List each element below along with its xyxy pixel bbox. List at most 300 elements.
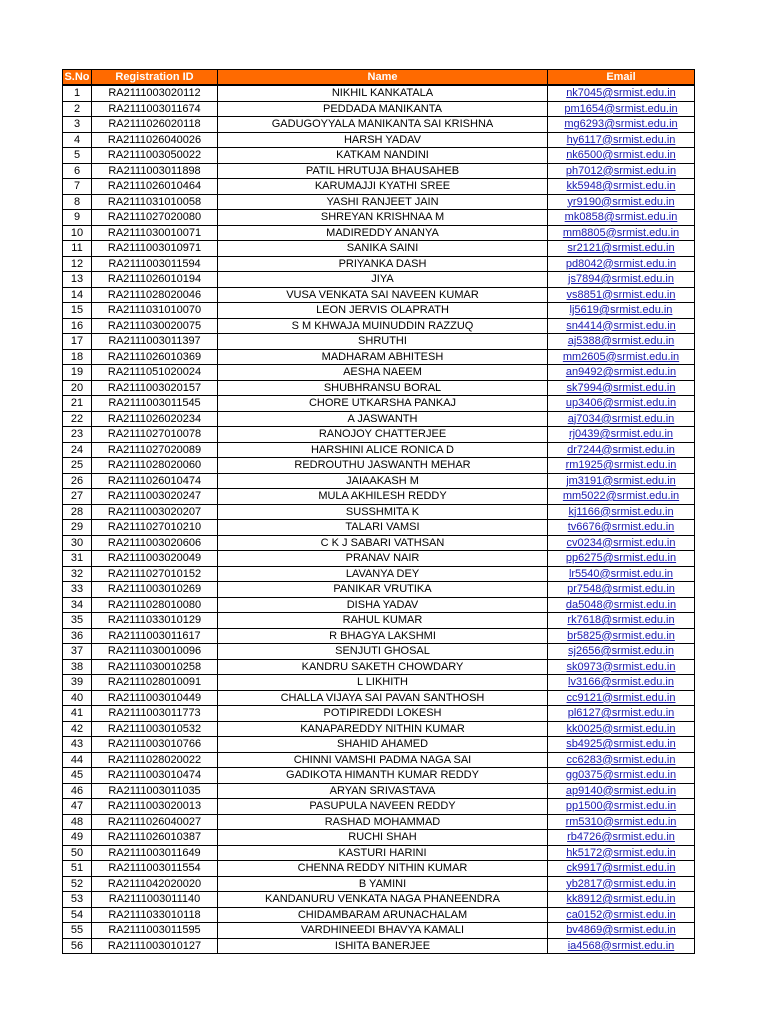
email-link[interactable]: ca0152@srmist.edu.in: [566, 908, 676, 921]
cell-name: L LIKHITH: [218, 675, 548, 691]
cell-sno: 51: [63, 861, 92, 877]
cell-email: [548, 318, 695, 334]
cell-registration-id: RA2111026010387: [92, 830, 218, 846]
header-email: Email: [548, 70, 695, 86]
cell-sno: 34: [63, 597, 92, 613]
email-link[interactable]: aj5388@srmist.edu.in: [567, 335, 675, 347]
table-row: [63, 179, 695, 195]
cell-sno: 10: [63, 225, 92, 241]
cell-email: [548, 690, 695, 706]
table-row: [63, 411, 695, 427]
cell-name: PEDDADA MANIKANTA: [218, 101, 548, 117]
email-link[interactable]: pr7548@srmist.edu.in: [567, 583, 675, 595]
cell-name: HARSH YADAV: [218, 132, 548, 148]
email-link[interactable]: mg6293@srmist.edu.in: [564, 118, 678, 130]
table-row: [63, 721, 695, 737]
cell-sno: 20: [63, 380, 92, 396]
table-row: [63, 256, 695, 272]
cell-registration-id: RA2111030020075: [92, 318, 218, 334]
cell-sno: 18: [63, 349, 92, 365]
cell-registration-id: RA2111033010129: [92, 613, 218, 629]
cell-registration-id: RA2111026010194: [92, 272, 218, 288]
email-link[interactable]: bv4869@srmist.edu.in: [566, 924, 676, 936]
cell-registration-id: RA2111003011545: [92, 396, 218, 412]
cell-sno: 29: [63, 520, 92, 536]
table-row: [63, 318, 695, 334]
cell-email: [548, 938, 695, 954]
cell-registration-id: RA2111027010078: [92, 427, 218, 443]
cell-email: [548, 504, 695, 520]
table-row: [63, 845, 695, 861]
cell-email: [548, 458, 695, 474]
cell-registration-id: RA2111030010071: [92, 225, 218, 241]
cell-registration-id: RA2111026020118: [92, 117, 218, 133]
cell-registration-id: RA2111026040026: [92, 132, 218, 148]
email-link[interactable]: nk7045@srmist.edu.in: [566, 87, 676, 99]
cell-email: [548, 132, 695, 148]
cell-name: R BHAGYA LAKSHMI: [218, 628, 548, 644]
cell-name: GADUGOYYALA MANIKANTA SAI KRISHNA: [218, 117, 548, 133]
cell-sno: 46: [63, 783, 92, 799]
table-row: [63, 628, 695, 644]
table-row: [63, 473, 695, 489]
cell-name: RAHUL KUMAR: [218, 613, 548, 629]
cell-name: PATIL HRUTUJA BHAUSAHEB: [218, 163, 548, 179]
table-row: [63, 799, 695, 815]
email-link[interactable]: pp1500@srmist.edu.in: [565, 800, 677, 812]
cell-sno: 50: [63, 845, 92, 861]
cell-email: [548, 365, 695, 381]
cell-registration-id: RA2111003011397: [92, 334, 218, 350]
cell-name: SHAHID AHAMED: [218, 737, 548, 753]
cell-registration-id: RA2111030010258: [92, 659, 218, 675]
cell-email: [548, 814, 695, 830]
table-row: [63, 241, 695, 257]
cell-name: CHINNI VAMSHI PADMA NAGA SAI: [218, 752, 548, 768]
table-row: [63, 644, 695, 660]
cell-email: [548, 489, 695, 505]
cell-name: SHREYAN KRISHNAA M: [218, 210, 548, 226]
email-link[interactable]: rm5310@srmist.edu.in: [565, 815, 677, 828]
cell-registration-id: RA2111003020112: [92, 85, 218, 101]
cell-email: [548, 194, 695, 210]
cell-email: [548, 272, 695, 288]
table-row: [63, 458, 695, 474]
cell-sno: 11: [63, 241, 92, 257]
cell-registration-id: RA2111003011140: [92, 892, 218, 908]
cell-email: [548, 613, 695, 629]
cell-sno: 37: [63, 644, 92, 660]
cell-registration-id: RA2111003050022: [92, 148, 218, 164]
cell-name: A JASWANTH: [218, 411, 548, 427]
cell-sno: 39: [63, 675, 92, 691]
cell-email: [548, 566, 695, 582]
email-link[interactable]: vs8851@srmist.edu.in: [566, 288, 676, 301]
cell-email: [548, 768, 695, 784]
table-row: [63, 85, 695, 101]
cell-registration-id: RA2111026010369: [92, 349, 218, 365]
cell-name: VUSA VENKATA SAI NAVEEN KUMAR: [218, 287, 548, 303]
cell-name: B YAMINI: [218, 876, 548, 892]
cell-email: [548, 752, 695, 768]
email-link[interactable]: pm1654@srmist.edu.in: [564, 102, 678, 115]
cell-name: SHUBHRANSU BORAL: [218, 380, 548, 396]
cell-email: [548, 427, 695, 443]
email-link[interactable]: sr2121@srmist.edu.in: [567, 242, 675, 254]
cell-registration-id: RA2111003020013: [92, 799, 218, 815]
email-link[interactable]: an9492@srmist.edu.in: [565, 366, 677, 378]
cell-sno: 21: [63, 396, 92, 412]
cell-email: [548, 163, 695, 179]
table-row: [63, 520, 695, 536]
table-row: [63, 892, 695, 908]
table-row: [63, 783, 695, 799]
cell-email: [548, 101, 695, 117]
cell-name: KATKAM NANDINI: [218, 148, 548, 164]
email-link[interactable]: rk7618@srmist.edu.in: [567, 614, 675, 626]
cell-name: GADIKOTA HIMANTH KUMAR REDDY: [218, 768, 548, 784]
table-row: [63, 210, 695, 226]
table-row: [63, 287, 695, 303]
cell-email: [548, 582, 695, 598]
table-row: [63, 535, 695, 551]
table-row: [63, 427, 695, 443]
cell-email: [548, 535, 695, 551]
cell-email: [548, 473, 695, 489]
cell-sno: 36: [63, 628, 92, 644]
cell-name: TALARI VAMSI: [218, 520, 548, 536]
cell-sno: 22: [63, 411, 92, 427]
table-row: [63, 489, 695, 505]
cell-email: [548, 411, 695, 427]
email-link[interactable]: cc6283@srmist.edu.in: [566, 753, 676, 766]
cell-email: [548, 520, 695, 536]
table-row: [63, 349, 695, 365]
email-link[interactable]: lv3166@srmist.edu.in: [568, 676, 674, 688]
table-row: [63, 582, 695, 598]
cell-email: [548, 380, 695, 396]
cell-registration-id: RA2111026040027: [92, 814, 218, 830]
email-link[interactable]: cv0234@srmist.edu.in: [566, 536, 676, 549]
cell-registration-id: RA2111027020089: [92, 442, 218, 458]
email-link[interactable]: mk0858@srmist.edu.in: [564, 211, 678, 223]
cell-name: RASHAD MOHAMMAD: [218, 814, 548, 830]
table-row: [63, 814, 695, 830]
cell-registration-id: RA2111003020157: [92, 380, 218, 396]
cell-sno: 24: [63, 442, 92, 458]
cell-email: [548, 303, 695, 319]
cell-registration-id: RA2111031010070: [92, 303, 218, 319]
email-link[interactable]: kk8912@srmist.edu.in: [566, 893, 676, 905]
cell-sno: 38: [63, 659, 92, 675]
table-row: [63, 659, 695, 675]
email-link[interactable]: cc9121@srmist.edu.in: [566, 691, 676, 704]
cell-registration-id: RA2111003011773: [92, 706, 218, 722]
cell-registration-id: RA2111003020049: [92, 551, 218, 567]
table-row: [63, 163, 695, 179]
cell-registration-id: RA2111027010152: [92, 566, 218, 582]
table-row: [63, 225, 695, 241]
cell-name: DISHA YADAV: [218, 597, 548, 613]
cell-sno: 32: [63, 566, 92, 582]
table-row: [63, 504, 695, 520]
cell-name: ARYAN SRIVASTAVA: [218, 783, 548, 799]
cell-registration-id: RA2111028010091: [92, 675, 218, 691]
header-registration-id: Registration ID: [92, 70, 218, 86]
cell-email: [548, 783, 695, 799]
email-link[interactable]: sj2656@srmist.edu.in: [568, 645, 674, 657]
email-link[interactable]: sk0973@srmist.edu.in: [566, 660, 676, 673]
cell-sno: 31: [63, 551, 92, 567]
cell-sno: 1: [63, 85, 92, 101]
cell-email: [548, 628, 695, 644]
cell-registration-id: RA2111027010210: [92, 520, 218, 536]
table-row: [63, 830, 695, 846]
cell-name: SENJUTI GHOSAL: [218, 644, 548, 660]
header-sno: S.No: [64, 71, 90, 83]
cell-registration-id: RA2111003011617: [92, 628, 218, 644]
cell-name: PANIKAR VRUTIKA: [218, 582, 548, 598]
email-link[interactable]: yb2817@srmist.edu.in: [566, 877, 676, 890]
cell-sno: 5: [63, 148, 92, 164]
cell-email: [548, 442, 695, 458]
email-link[interactable]: lj5619@srmist.edu.in: [569, 304, 673, 316]
cell-registration-id: RA2111003010474: [92, 768, 218, 784]
cell-name: AESHA NAEEM: [218, 365, 548, 381]
cell-email: [548, 644, 695, 660]
cell-email: [548, 241, 695, 257]
email-link[interactable]: tv6676@srmist.edu.in: [567, 521, 675, 533]
cell-name: RUCHI SHAH: [218, 830, 548, 846]
cell-sno: 23: [63, 427, 92, 443]
cell-name: SHRUTHI: [218, 334, 548, 350]
cell-name: KANAPAREDDY NITHIN KUMAR: [218, 721, 548, 737]
cell-sno: 2: [63, 101, 92, 117]
email-link[interactable]: ia4568@srmist.edu.in: [567, 939, 675, 952]
email-link[interactable]: lr5540@srmist.edu.in: [568, 567, 674, 580]
cell-name: CHIDAMBARAM ARUNACHALAM: [218, 907, 548, 923]
cell-email: [548, 349, 695, 365]
cell-sno: 8: [63, 194, 92, 210]
cell-email: [548, 117, 695, 133]
email-link[interactable]: nk6500@srmist.edu.in: [566, 149, 676, 161]
cell-sno: 17: [63, 334, 92, 350]
cell-registration-id: RA2111003011898: [92, 163, 218, 179]
email-link[interactable]: sb4925@srmist.edu.in: [566, 738, 676, 750]
cell-email: [548, 551, 695, 567]
cell-name: JIYA: [218, 272, 548, 288]
email-link[interactable]: kj1166@srmist.edu.in: [568, 505, 674, 518]
email-link[interactable]: rj0439@srmist.edu.in: [568, 428, 674, 440]
cell-sno: 52: [63, 876, 92, 892]
cell-sno: 28: [63, 504, 92, 520]
cell-sno: 53: [63, 892, 92, 908]
table-row: [63, 737, 695, 753]
cell-registration-id: RA2111003020207: [92, 504, 218, 520]
table-row: [63, 923, 695, 939]
cell-name: LAVANYA DEY: [218, 566, 548, 582]
cell-sno: 40: [63, 690, 92, 706]
email-link[interactable]: br5825@srmist.edu.in: [567, 629, 675, 642]
cell-email: [548, 737, 695, 753]
cell-sno: 54: [63, 907, 92, 923]
email-link[interactable]: kk0025@srmist.edu.in: [566, 722, 676, 735]
cell-email: [548, 876, 695, 892]
cell-email: [548, 706, 695, 722]
email-link[interactable]: dr7244@srmist.edu.in: [567, 443, 675, 456]
cell-email: [548, 861, 695, 877]
cell-registration-id: RA2111003020247: [92, 489, 218, 505]
table-row: [63, 566, 695, 582]
email-link[interactable]: up3406@srmist.edu.in: [565, 397, 677, 409]
header-row: [63, 70, 695, 86]
table-row: [63, 303, 695, 319]
cell-registration-id: RA2111042020020: [92, 876, 218, 892]
table-row: [63, 876, 695, 892]
table-row: [63, 334, 695, 350]
cell-registration-id: RA2111028020022: [92, 752, 218, 768]
cell-sno: 27: [63, 489, 92, 505]
cell-sno: 12: [63, 256, 92, 272]
cell-sno: 4: [63, 132, 92, 148]
email-link[interactable]: pl6127@srmist.edu.in: [567, 707, 675, 719]
cell-sno: 7: [63, 179, 92, 195]
cell-sno: 35: [63, 613, 92, 629]
cell-sno: 13: [63, 272, 92, 288]
email-link[interactable]: aj7034@srmist.edu.in: [567, 412, 675, 425]
cell-name: MADHARAM ABHITESH: [218, 349, 548, 365]
cell-sno: 14: [63, 287, 92, 303]
header-name: Name: [218, 70, 548, 86]
cell-name: HARSHINI ALICE RONICA D: [218, 442, 548, 458]
cell-email: [548, 396, 695, 412]
cell-email: [548, 721, 695, 737]
email-link[interactable]: hk5172@srmist.edu.in: [566, 846, 676, 859]
cell-name: RANOJOY CHATTERJEE: [218, 427, 548, 443]
cell-email: [548, 799, 695, 815]
table-row: [63, 675, 695, 691]
email-link[interactable]: pp6275@srmist.edu.in: [565, 552, 677, 564]
email-link[interactable]: gg0375@srmist.edu.in: [565, 769, 677, 781]
cell-name: NIKHIL KANKATALA: [218, 85, 548, 101]
cell-name: MADIREDDY ANANYA: [218, 225, 548, 241]
table-row: [63, 690, 695, 706]
cell-name: C K J SABARI VATHSAN: [218, 535, 548, 551]
cell-registration-id: RA2111026010464: [92, 179, 218, 195]
email-link[interactable]: mm2605@srmist.edu.in: [562, 350, 680, 363]
cell-sno: 33: [63, 582, 92, 598]
student-table: [62, 69, 695, 954]
cell-registration-id: RA2111028020060: [92, 458, 218, 474]
cell-name: S M KHWAJA MUINUDDIN RAZZUQ: [218, 318, 548, 334]
email-link[interactable]: hy6117@srmist.edu.in: [566, 133, 676, 146]
table-row: [63, 194, 695, 210]
table-row: [63, 272, 695, 288]
table-row: [63, 101, 695, 117]
cell-name: KARUMAJJI KYATHI SREE: [218, 179, 548, 195]
cell-registration-id: RA2111051020024: [92, 365, 218, 381]
cell-name: POTIPIREDDI LOKESH: [218, 706, 548, 722]
table-row: [63, 148, 695, 164]
cell-name: VARDHINEEDI BHAVYA KAMALI: [218, 923, 548, 939]
table-row: [63, 907, 695, 923]
cell-sno: 16: [63, 318, 92, 334]
cell-registration-id: RA2111028010080: [92, 597, 218, 613]
cell-name: CHORE UTKARSHA PANKAJ: [218, 396, 548, 412]
cell-name: KANDANURU VENKATA NAGA PHANEENDRA: [218, 892, 548, 908]
table-row: [63, 706, 695, 722]
cell-email: [548, 597, 695, 613]
email-link[interactable]: sn4414@srmist.edu.in: [566, 319, 676, 332]
table-row: [63, 768, 695, 784]
cell-sno: 41: [63, 706, 92, 722]
cell-registration-id: RA2111003011035: [92, 783, 218, 799]
cell-registration-id: RA2111003010766: [92, 737, 218, 753]
table-row: [63, 380, 695, 396]
table-row: [63, 132, 695, 148]
email-link[interactable]: jm3191@srmist.edu.in: [566, 474, 676, 487]
cell-sno: 48: [63, 814, 92, 830]
email-link[interactable]: da5048@srmist.edu.in: [565, 598, 677, 611]
cell-name: SUSSHMITA K: [218, 504, 548, 520]
email-link[interactable]: rm1925@srmist.edu.in: [565, 459, 677, 471]
email-link[interactable]: mm8805@srmist.edu.in: [562, 226, 680, 239]
cell-email: [548, 225, 695, 241]
cell-sno: 43: [63, 737, 92, 753]
cell-email: [548, 892, 695, 908]
email-link[interactable]: ap9140@srmist.edu.in: [565, 784, 677, 797]
email-link[interactable]: kk5948@srmist.edu.in: [566, 180, 676, 192]
cell-email: [548, 85, 695, 101]
cell-name: SANIKA SAINI: [218, 241, 548, 257]
email-link[interactable]: rb4726@srmist.edu.in: [567, 831, 675, 843]
cell-sno: 30: [63, 535, 92, 551]
email-link[interactable]: mm5022@srmist.edu.in: [562, 490, 680, 502]
cell-registration-id: RA2111003010532: [92, 721, 218, 737]
table-row: [63, 861, 695, 877]
cell-email: [548, 287, 695, 303]
cell-name: ISHITA BANERJEE: [218, 938, 548, 954]
email-link[interactable]: ph7012@srmist.edu.in: [565, 164, 677, 177]
table-row: [63, 365, 695, 381]
cell-sno: 42: [63, 721, 92, 737]
email-link[interactable]: sk7994@srmist.edu.in: [566, 381, 676, 394]
cell-sno: 3: [63, 117, 92, 133]
cell-registration-id: RA2111003011595: [92, 923, 218, 939]
email-link[interactable]: js7894@srmist.edu.in: [568, 273, 674, 285]
cell-name: YASHI RANJEET JAIN: [218, 194, 548, 210]
email-link[interactable]: pd8042@srmist.edu.in: [565, 257, 677, 270]
table-row: [63, 752, 695, 768]
cell-name: MULA AKHILESH REDDY: [218, 489, 548, 505]
cell-email: [548, 830, 695, 846]
table-row: [63, 117, 695, 133]
email-link[interactable]: ck9917@srmist.edu.in: [566, 862, 676, 874]
cell-registration-id: RA2111030010096: [92, 644, 218, 660]
cell-name: CHALLA VIJAYA SAI PAVAN SANTHOSH: [218, 690, 548, 706]
email-link[interactable]: yr9190@srmist.edu.in: [567, 195, 675, 208]
cell-email: [548, 659, 695, 675]
cell-sno: 9: [63, 210, 92, 226]
cell-registration-id: RA2111003011594: [92, 256, 218, 272]
cell-sno: 25: [63, 458, 92, 474]
table-row: [63, 613, 695, 629]
cell-registration-id: RA2111003011554: [92, 861, 218, 877]
cell-registration-id: RA2111031010058: [92, 194, 218, 210]
cell-name: JAIAAKASH M: [218, 473, 548, 489]
cell-sno: 26: [63, 473, 92, 489]
cell-name: PASUPULA NAVEEN REDDY: [218, 799, 548, 815]
